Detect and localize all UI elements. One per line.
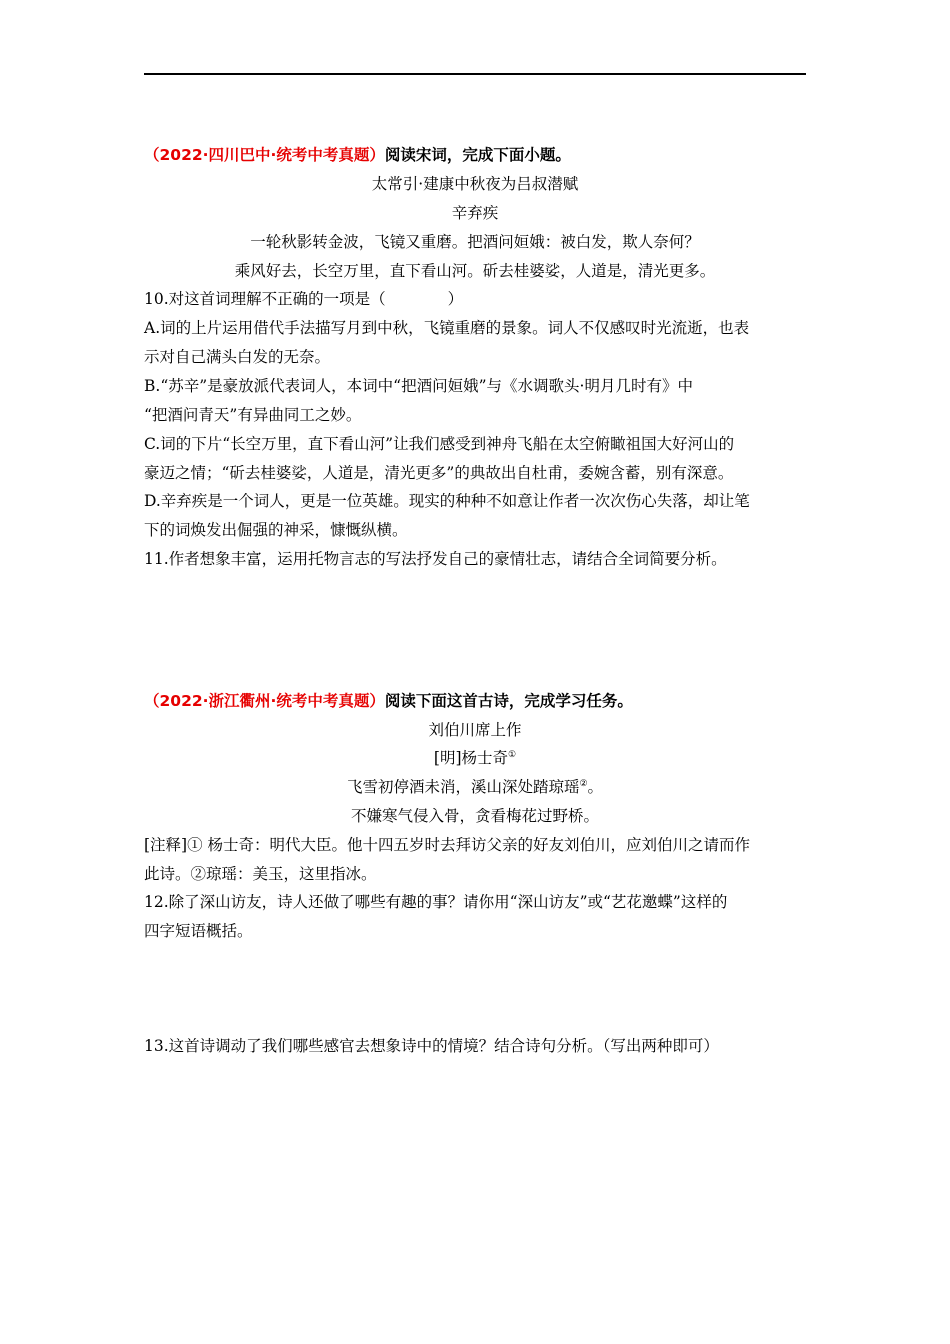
poem2-line1-footnote-mark: ②: [579, 779, 588, 789]
question-10: 10.对这首词理解不正确的一项是（ ）: [144, 290, 464, 308]
poem2-author: [144, 748, 806, 768]
q10-option-a-line2: 示对自己满头白发的无奈。: [144, 348, 331, 366]
section1-source: （2022·四川巴中·统考中考真题）: [144, 146, 385, 164]
question-12-line2: 四字短语概括。: [144, 922, 253, 940]
poem2-title: 刘伯川席上作: [428, 721, 522, 739]
q10-option-c-line2: 豪迈之情；“斫去桂婆娑，人道是，清光更多”的典故出自杜甫，委婉含蓄，别有深意。: [144, 464, 734, 482]
poem2-line1-text: 飞雪初停酒未消，溪山深处踏琼瑶: [346, 778, 580, 796]
poem2-line1: [144, 777, 806, 797]
header-rule: [144, 73, 806, 75]
notes-line1: [注释]① 杨士奇：明代大臣。他十四五岁时去拜访父亲的好友刘伯川，应刘伯川之请而作: [144, 836, 751, 854]
question-13: 13.这首诗调动了我们哪些感官去想象诗中的情境？结合诗句分析。（写出两种即可）: [144, 1037, 719, 1055]
section2-heading: [144, 691, 806, 711]
q10-option-c-line1: C.词的下片“长空万里，直下看山河”让我们感受到神舟飞船在太空俯瞰祖国大好河山的: [144, 435, 735, 453]
q10-option-d-line1: D.辛弃疾是一个词人，更是一位英雄。现实的种种不如意让作者一次次伤心失落，却让笔: [144, 492, 750, 510]
question-12-line1: 12.除了深山访友，诗人还做了哪些有趣的事？请你用“深山访友”或“艺花邀蝶”这样的: [144, 893, 728, 911]
section1-intro: 阅读宋词，完成下面小题。: [384, 146, 571, 164]
poem2-line1-end: 。: [587, 778, 604, 796]
q10-option-a-line1: A.词的上片运用借代手法描写月到中秋，飞镜重磨的景象。词人不仅感叹时光流逝，也表: [144, 319, 750, 337]
poem1-line2: 乘风好去，长空万里，直下看山河。斫去桂婆娑，人道是，清光更多。: [234, 262, 716, 280]
poem2-line2: 不嫌寒气侵入骨，贪看梅花过野桥。: [350, 807, 599, 825]
section1-heading: [144, 145, 806, 165]
poem2-author-footnote-mark: ①: [508, 750, 517, 760]
q10-option-b-line1: B.“苏辛”是豪放派代表词人，本词中“把酒问姮娥”与《水调歌头·明月几时有》中: [144, 377, 693, 395]
notes-line2: 此诗。②琼瑶：美玉，这里指冰。: [144, 865, 377, 883]
question-11: 11.作者想象丰富，运用托物言志的写法抒发自己的豪情壮志，请结合全词简要分析。: [144, 550, 727, 568]
q10-option-d-line2: 下的词焕发出倔强的神采，慷慨纵横。: [144, 521, 408, 539]
poem1-line1: 一轮秋影转金波，飞镜又重磨。把酒问姮娥：被白发，欺人奈何？: [250, 233, 700, 251]
poem2-author-text: [明]杨士奇: [433, 749, 509, 767]
section2-source: （2022·浙江衢州·统考中考真题）: [144, 692, 385, 710]
poem1-author: 辛弃疾: [451, 204, 499, 222]
section2-intro: 阅读下面这首古诗，完成学习任务。: [384, 692, 633, 710]
poem1-title: 太常引·建康中秋夜为吕叔潜赋: [371, 175, 579, 193]
q10-option-b-line2: “把酒问青天”有异曲同工之妙。: [144, 406, 362, 424]
